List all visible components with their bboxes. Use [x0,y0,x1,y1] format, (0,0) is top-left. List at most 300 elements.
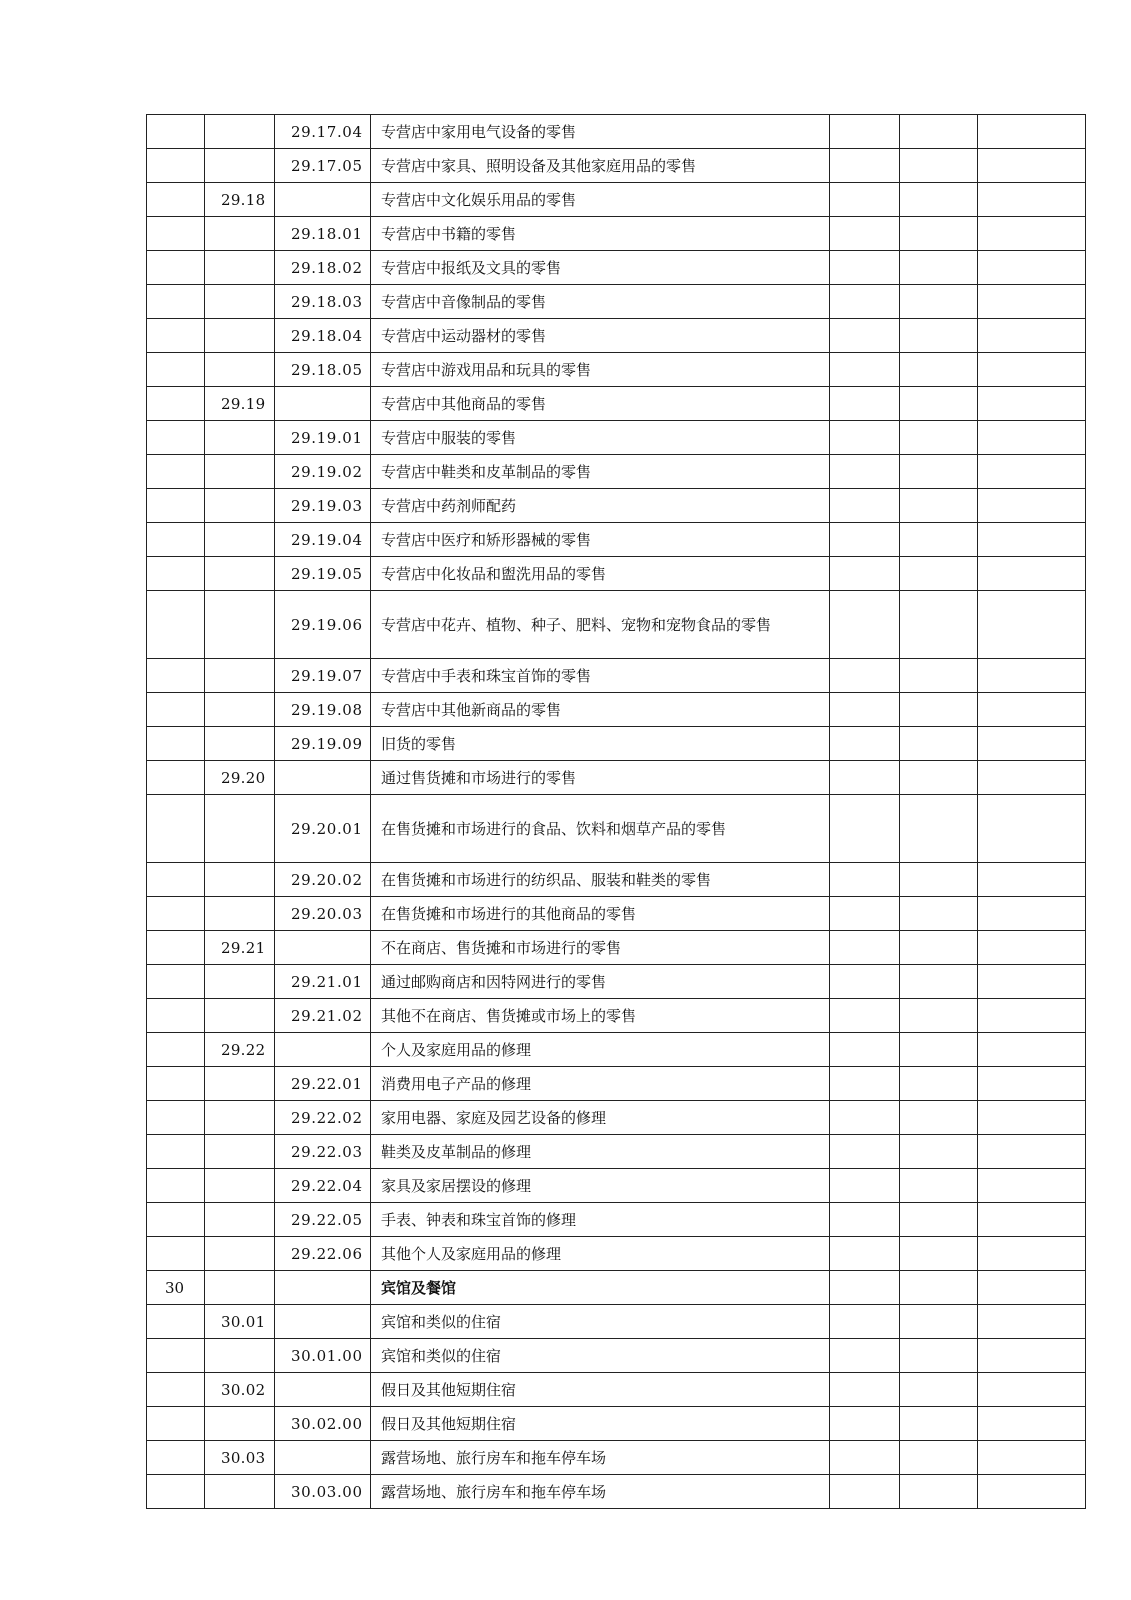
blank-cell [830,1475,900,1509]
table-row [147,115,1086,149]
description-cell: 宾馆和类似的住宿 [371,1339,830,1373]
level2-code-cell [205,591,275,659]
level3-code-cell: 29.19.03 [275,489,371,523]
blank-cell [978,1237,1086,1271]
blank-cell [900,149,978,183]
blank-cell [830,1441,900,1475]
blank-cell [978,591,1086,659]
blank-cell [978,999,1086,1033]
blank-cell [978,421,1086,455]
level3-code-cell [275,1305,371,1339]
level2-code-cell [205,1237,275,1271]
table-row [147,1169,1086,1203]
level1-code-cell [147,217,205,251]
blank-cell [978,1305,1086,1339]
level3-code-cell: 29.22.05 [275,1203,371,1237]
blank-cell [900,319,978,353]
blank-cell [830,1305,900,1339]
description-cell: 专营店中家具、照明设备及其他家庭用品的零售 [371,149,830,183]
blank-cell [978,1203,1086,1237]
table-row [147,1475,1086,1509]
blank-cell [978,557,1086,591]
level1-code-cell [147,1475,205,1509]
description-cell: 专营店中游戏用品和玩具的零售 [371,353,830,387]
blank-cell [978,1373,1086,1407]
blank-cell [830,727,900,761]
table-row [147,183,1086,217]
blank-cell [830,387,900,421]
level1-code-cell [147,931,205,965]
level1-code-cell [147,1033,205,1067]
blank-cell [978,455,1086,489]
blank-cell [978,1271,1086,1305]
table-row [147,455,1086,489]
description-cell: 露营场地、旅行房车和拖车停车场 [371,1441,830,1475]
description-cell: 专营店中其他新商品的零售 [371,693,830,727]
level2-code-cell: 29.20 [205,761,275,795]
level3-code-cell: 29.19.04 [275,523,371,557]
level2-code-cell [205,455,275,489]
level3-code-cell: 29.19.01 [275,421,371,455]
table-row [147,523,1086,557]
description-cell: 个人及家庭用品的修理 [371,1033,830,1067]
blank-cell [900,761,978,795]
level1-code-cell [147,1237,205,1271]
level1-code-cell [147,1407,205,1441]
level3-code-cell: 29.19.06 [275,591,371,659]
level2-code-cell [205,1169,275,1203]
level2-code-cell [205,1339,275,1373]
table-row [147,693,1086,727]
table-row [147,659,1086,693]
level3-code-cell: 29.19.07 [275,659,371,693]
blank-cell [978,489,1086,523]
level2-code-cell [205,421,275,455]
level3-code-cell [275,1271,371,1305]
level1-code-cell [147,659,205,693]
level2-code-cell [205,1135,275,1169]
description-cell: 在售货摊和市场进行的其他商品的零售 [371,897,830,931]
blank-cell [978,761,1086,795]
blank-cell [830,455,900,489]
level2-code-cell [205,659,275,693]
blank-cell [900,523,978,557]
description-cell: 专营店中运动器材的零售 [371,319,830,353]
level2-code-cell: 30.03 [205,1441,275,1475]
blank-cell [900,557,978,591]
level2-code-cell: 29.21 [205,931,275,965]
blank-cell [830,251,900,285]
blank-cell [978,217,1086,251]
blank-cell [830,897,900,931]
level2-code-cell [205,897,275,931]
level1-code-cell [147,727,205,761]
blank-cell [900,1237,978,1271]
level3-code-cell: 30.03.00 [275,1475,371,1509]
level1-code-cell [147,557,205,591]
level2-code-cell [205,693,275,727]
blank-cell [978,1339,1086,1373]
description-cell: 露营场地、旅行房车和拖车停车场 [371,1475,830,1509]
level1-code-cell [147,693,205,727]
level1-code-cell [147,863,205,897]
table-row [147,1203,1086,1237]
blank-cell [830,285,900,319]
blank-cell [900,795,978,863]
table-row [147,1407,1086,1441]
level2-code-cell [205,115,275,149]
description-cell: 专营店中药剂师配药 [371,489,830,523]
level1-code-cell [147,965,205,999]
table-row [147,217,1086,251]
level3-code-cell: 29.20.03 [275,897,371,931]
table-row [147,353,1086,387]
blank-cell [830,523,900,557]
level2-code-cell: 29.18 [205,183,275,217]
blank-cell [900,1135,978,1169]
table-row [147,251,1086,285]
blank-cell [900,217,978,251]
level2-code-cell: 29.19 [205,387,275,421]
level3-code-cell: 29.22.06 [275,1237,371,1271]
table-body [147,115,1086,1509]
blank-cell [830,1203,900,1237]
level1-code-cell [147,1373,205,1407]
blank-cell [978,897,1086,931]
level1-code-cell: 30 [147,1271,205,1305]
blank-cell [900,455,978,489]
blank-cell [900,897,978,931]
level1-code-cell [147,591,205,659]
level3-code-cell: 29.20.02 [275,863,371,897]
description-cell: 专营店中鞋类和皮革制品的零售 [371,455,830,489]
blank-cell [978,1441,1086,1475]
level1-code-cell [147,1441,205,1475]
description-cell: 宾馆及餐馆 [371,1271,830,1305]
table-row [147,591,1086,659]
level1-code-cell [147,489,205,523]
blank-cell [978,353,1086,387]
blank-cell [978,1135,1086,1169]
table-row [147,965,1086,999]
blank-cell [978,727,1086,761]
level3-code-cell [275,183,371,217]
blank-cell [830,1237,900,1271]
blank-cell [830,489,900,523]
blank-cell [830,1169,900,1203]
table-row [147,421,1086,455]
blank-cell [978,659,1086,693]
blank-cell [830,659,900,693]
level2-code-cell: 30.01 [205,1305,275,1339]
description-cell: 旧货的零售 [371,727,830,761]
blank-cell [830,1135,900,1169]
level2-code-cell [205,1067,275,1101]
level2-code-cell [205,1407,275,1441]
blank-cell [900,1033,978,1067]
table-row [147,1237,1086,1271]
blank-cell [830,115,900,149]
description-cell: 手表、钟表和珠宝首饰的修理 [371,1203,830,1237]
level1-code-cell [147,251,205,285]
blank-cell [830,795,900,863]
blank-cell [830,217,900,251]
level3-code-cell: 29.18.02 [275,251,371,285]
blank-cell [978,1067,1086,1101]
blank-cell [830,1373,900,1407]
blank-cell [830,149,900,183]
blank-cell [900,421,978,455]
level3-code-cell [275,761,371,795]
blank-cell [900,1373,978,1407]
blank-cell [978,1475,1086,1509]
level2-code-cell [205,863,275,897]
level3-code-cell: 29.22.04 [275,1169,371,1203]
description-cell: 专营店中化妆品和盥洗用品的零售 [371,557,830,591]
table-row [147,489,1086,523]
level2-code-cell [205,965,275,999]
level2-code-cell [205,285,275,319]
blank-cell [900,965,978,999]
description-cell: 专营店中书籍的零售 [371,217,830,251]
level1-code-cell [147,1305,205,1339]
level2-code-cell [205,149,275,183]
description-cell: 专营店中其他商品的零售 [371,387,830,421]
level3-code-cell: 29.17.05 [275,149,371,183]
blank-cell [900,1407,978,1441]
level1-code-cell [147,1203,205,1237]
level2-code-cell: 29.22 [205,1033,275,1067]
table-row [147,897,1086,931]
blank-cell [830,761,900,795]
description-cell: 假日及其他短期住宿 [371,1373,830,1407]
blank-cell [978,863,1086,897]
table-row [147,387,1086,421]
level2-code-cell [205,795,275,863]
blank-cell [900,1305,978,1339]
level3-code-cell: 29.19.02 [275,455,371,489]
level1-code-cell [147,523,205,557]
blank-cell [900,591,978,659]
blank-cell [900,1203,978,1237]
blank-cell [830,183,900,217]
level3-code-cell: 29.22.02 [275,1101,371,1135]
level1-code-cell [147,1339,205,1373]
blank-cell [900,727,978,761]
level1-code-cell [147,149,205,183]
level2-code-cell [205,1101,275,1135]
blank-cell [900,285,978,319]
blank-cell [830,1271,900,1305]
level2-code-cell [205,319,275,353]
description-cell: 通过邮购商店和因特网进行的零售 [371,965,830,999]
description-cell: 专营店中手表和珠宝首饰的零售 [371,659,830,693]
level3-code-cell: 29.17.04 [275,115,371,149]
level2-code-cell [205,727,275,761]
level2-code-cell [205,1475,275,1509]
blank-cell [900,1067,978,1101]
blank-cell [900,387,978,421]
blank-cell [900,1441,978,1475]
blank-cell [830,863,900,897]
level3-code-cell: 29.18.01 [275,217,371,251]
blank-cell [978,149,1086,183]
level3-code-cell: 29.21.02 [275,999,371,1033]
level1-code-cell [147,1067,205,1101]
level2-code-cell [205,999,275,1033]
blank-cell [900,931,978,965]
table-row [147,1339,1086,1373]
description-cell: 鞋类及皮革制品的修理 [371,1135,830,1169]
blank-cell [900,1475,978,1509]
level1-code-cell [147,1169,205,1203]
table-row [147,1373,1086,1407]
table-row [147,557,1086,591]
description-cell: 消费用电子产品的修理 [371,1067,830,1101]
blank-cell [978,965,1086,999]
table-row [147,727,1086,761]
blank-cell [900,1339,978,1373]
blank-cell [830,999,900,1033]
level2-code-cell [205,251,275,285]
blank-cell [900,659,978,693]
level1-code-cell [147,897,205,931]
level1-code-cell [147,795,205,863]
table-row [147,1101,1086,1135]
blank-cell [978,319,1086,353]
blank-cell [978,1101,1086,1135]
level3-code-cell: 30.02.00 [275,1407,371,1441]
blank-cell [830,931,900,965]
blank-cell [830,1067,900,1101]
description-cell: 宾馆和类似的住宿 [371,1305,830,1339]
blank-cell [830,1407,900,1441]
table-row [147,1067,1086,1101]
description-cell: 在售货摊和市场进行的食品、饮料和烟草产品的零售 [371,795,830,863]
level3-code-cell: 29.22.03 [275,1135,371,1169]
level1-code-cell [147,319,205,353]
level2-code-cell [205,353,275,387]
blank-cell [978,795,1086,863]
blank-cell [978,523,1086,557]
level3-code-cell: 29.22.01 [275,1067,371,1101]
level1-code-cell [147,1135,205,1169]
blank-cell [830,965,900,999]
table-row [147,319,1086,353]
description-cell: 专营店中花卉、植物、种子、肥料、宠物和宠物食品的零售 [371,591,830,659]
blank-cell [978,693,1086,727]
description-cell: 专营店中服装的零售 [371,421,830,455]
level3-code-cell: 29.18.04 [275,319,371,353]
blank-cell [978,931,1086,965]
table-row [147,1305,1086,1339]
description-cell: 通过售货摊和市场进行的零售 [371,761,830,795]
blank-cell [830,591,900,659]
table-row [147,1033,1086,1067]
blank-cell [830,319,900,353]
blank-cell [900,863,978,897]
level1-code-cell [147,1101,205,1135]
blank-cell [900,115,978,149]
table-row [147,285,1086,319]
blank-cell [900,353,978,387]
level3-code-cell: 29.19.05 [275,557,371,591]
level1-code-cell [147,285,205,319]
level3-code-cell [275,1441,371,1475]
description-cell: 专营店中报纸及文具的零售 [371,251,830,285]
blank-cell [900,183,978,217]
table-row [147,999,1086,1033]
table-row [147,795,1086,863]
blank-cell [900,1169,978,1203]
description-cell: 在售货摊和市场进行的纺织品、服装和鞋类的零售 [371,863,830,897]
blank-cell [978,285,1086,319]
blank-cell [830,693,900,727]
description-cell: 其他不在商店、售货摊或市场上的零售 [371,999,830,1033]
blank-cell [830,557,900,591]
blank-cell [830,353,900,387]
description-cell: 专营店中文化娱乐用品的零售 [371,183,830,217]
description-cell: 其他个人及家庭用品的修理 [371,1237,830,1271]
level3-code-cell [275,387,371,421]
blank-cell [978,1407,1086,1441]
level2-code-cell: 30.02 [205,1373,275,1407]
description-cell: 不在商店、售货摊和市场进行的零售 [371,931,830,965]
level3-code-cell: 30.01.00 [275,1339,371,1373]
description-cell: 专营店中医疗和矫形器械的零售 [371,523,830,557]
description-cell: 家具及家居摆设的修理 [371,1169,830,1203]
blank-cell [900,1271,978,1305]
level3-code-cell: 29.19.08 [275,693,371,727]
blank-cell [830,1033,900,1067]
level3-code-cell: 29.18.05 [275,353,371,387]
level2-code-cell [205,1203,275,1237]
table-row [147,1441,1086,1475]
blank-cell [830,1339,900,1373]
blank-cell [978,387,1086,421]
table-row [147,931,1086,965]
level3-code-cell: 29.18.03 [275,285,371,319]
level1-code-cell [147,761,205,795]
table-row [147,149,1086,183]
classification-table [146,114,1086,1509]
level2-code-cell [205,523,275,557]
level1-code-cell [147,183,205,217]
blank-cell [978,183,1086,217]
table-row [147,863,1086,897]
level3-code-cell [275,931,371,965]
level2-code-cell [205,217,275,251]
blank-cell [900,251,978,285]
blank-cell [978,1169,1086,1203]
level1-code-cell [147,421,205,455]
level3-code-cell [275,1033,371,1067]
table-row [147,1135,1086,1169]
description-cell: 专营店中音像制品的零售 [371,285,830,319]
level1-code-cell [147,455,205,489]
blank-cell [900,489,978,523]
blank-cell [978,1033,1086,1067]
level3-code-cell: 29.21.01 [275,965,371,999]
blank-cell [978,115,1086,149]
blank-cell [830,421,900,455]
blank-cell [900,1101,978,1135]
description-cell: 假日及其他短期住宿 [371,1407,830,1441]
table-row [147,761,1086,795]
level3-code-cell: 29.20.01 [275,795,371,863]
blank-cell [900,999,978,1033]
level2-code-cell [205,489,275,523]
